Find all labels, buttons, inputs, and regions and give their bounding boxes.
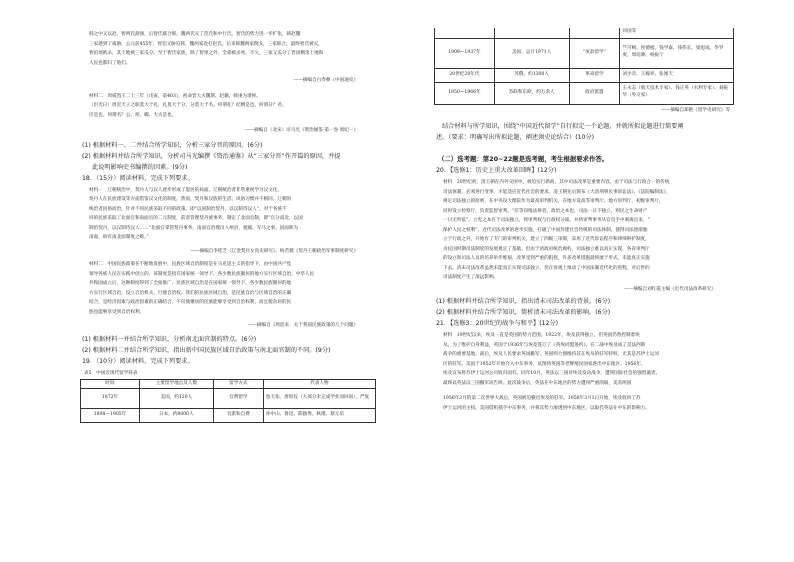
table-cell: 20世纪20年代: [435, 68, 495, 82]
text-line: 埃及宣布将苏伊士运河公司收归国有。同年10月，英法以三国对埃及发动战争，遭到国际社会的强烈谴责，: [443, 371, 661, 376]
right-column: [434, 0, 734, 562]
question-19-heading: 19．（10分）阅读材料，完成下列要求。: [82, 357, 194, 365]
table-cell: 王永志（航天技术专家）、钱正英（水利专家）、刘振华（外交家）: [620, 82, 734, 104]
question-17-2: (2) 根据材料并结合所学知识，分析司马光编撰《资治通鉴》从“三家分晋”作开篇的原因，并提: [82, 152, 341, 160]
material-21: [434, 331, 734, 388]
text-line: 为民国时期司法制度的发展奠定了基础。但由于清政府统治腐朽，司法独立难以真正实现，各省审判厅: [443, 246, 650, 252]
text-line: 领导各族人民在实践中创立的。该制度是指在国家统一领导下，各少数民族聚居的地方实行区域自治。中华人民: [89, 271, 315, 277]
table-cell: [435, 28, 495, 38]
table-source-citation: ——摘编自郑艳《留学史研究》等: [661, 107, 730, 113]
question-18-1: (1) 根据材料一并结合所学知识，分析南北面官制的特点。(6分): [82, 335, 257, 343]
text-line: 智伯瑶被杀，其土地被三家瓜分。至于智氏家族，除了智果之外，全部被杀死。不久，三家又瓜分了晋国剩余土地和: [89, 51, 324, 56]
question-18-parts: [80, 334, 376, 356]
table-cell: 官费留学: [213, 389, 263, 409]
text-line: 方实行区域自治，设立自治机关，行使自治权。我们的民族区域自治，是民族自治与区域自治的正确: [89, 290, 292, 296]
material-20: [434, 178, 734, 283]
text-line: 战争的重要基地。战后，埃及人民要求英国撤军，英国则力图维持其在埃及的驻军特权，尤其是苏伊士运河: [443, 352, 659, 357]
source-citation-4: ——摘编自《周恩来：关于我国民族政策的几个问题》: [247, 323, 358, 328]
text-line: 及。为了维护自身利益，英国于1936年与埃及签订了《英埃同盟条约》。在二战中埃及成了反法西斯: [443, 342, 646, 348]
source-citation-20: ——摘编自刘红霞主编《近代司法改革研究》: [624, 286, 716, 292]
text-line: 人民也都归了他们。: [89, 60, 131, 66]
question-18-2: (2) 根据材料二并结合所学知识，指出新中国民族区域自治政策与南北面官制的不同。(9分): [82, 346, 331, 354]
text-line: 契丹人在民族建设等方面借鉴汉文化的制度。然而，契丹和汉族的生活、风俗习惯并不相同。辽朝的: [89, 197, 292, 202]
table-cell: 回国等: [620, 28, 734, 38]
question-20-2: (2) 根据材料并结合所学知识，简析清末司法改革的影响。(6分): [436, 309, 611, 316]
source-citation-2: ——摘编自（北宋）司马光《资治通鉴·第一卷·周纪一》: [244, 128, 358, 133]
text-line: 司法体制，必须进行变革，才能适应近代社会的要求。清王朝先后颁布《大清刑事民事诉讼法》、《法院编制法》，: [443, 189, 671, 195]
text-line: 保护人民之权利”。近代司法改革的逐步实施，打破了中国封建社会传统的司法体制，使得司法逐渐独: [443, 227, 648, 233]
table-cell: 苏俄，约1300人: [494, 68, 569, 82]
question-19-line: 结合材料与所学知识，围绕“中国近代留学”自行拟定一个论题，并就所拟论题进行简要阐: [442, 123, 684, 130]
text-line: 下去。清末司法改革虽然未能真正实现司法独立，但在客观上推动了中国法制近代化的进程，对后世的: [443, 265, 650, 271]
question-20-heading: 20．【选修1：历史上重大改革回眸】(12分): [436, 167, 557, 174]
section-heading-elective: （二）选考题：第20~22题是选考题，考生根据要求作答。: [438, 155, 609, 163]
table-header-cell: 留学方式: [213, 379, 263, 389]
material-18-two: [80, 260, 376, 317]
text-line: 制治契丹，以汉制待汉人……”北面官掌管契丹事务，南面官治理汉人州县，租赋、军马之事。因而称为: [89, 225, 299, 231]
table-header-cell: 时间: [81, 379, 140, 389]
text-line: 结合，是经济因素与政治因素的正确结合，不仅使聚居的民族能够享受到自治权利，而且使杂居的民: [89, 300, 292, 305]
text-line: 司法制度产生了深远影响。: [443, 275, 499, 280]
table-header-row: [81, 379, 376, 389]
question-20-1: (1) 根据材料并结合所学知识，指出清末司法改革的背景。(6分): [436, 298, 611, 305]
table-row: [435, 38, 734, 68]
study-abroad-table-part2: [434, 28, 734, 105]
table-row: [435, 68, 734, 82]
table-cell: 革命留学: [569, 68, 620, 82]
table-caption: 表5 中国近现代留学简表: [84, 370, 138, 376]
table-row-continued: [435, 28, 734, 38]
text-line: 统治者因俗而治，针对不同民族采取不同的政策。即“以国制治契丹，以汉制待汉人”，对于各族不: [89, 206, 287, 212]
table-cell: 刘少奇、王稼祥、张闻天: [620, 68, 734, 82]
text-line: 区的驻军。美国于1952年开始介入中东事务，试图将英国等老牌殖民国家逐出中东地区。1956年，: [443, 361, 646, 367]
text-line: 材料二 周威烈王二十三年（戊寅，前403），初命晋大夫魏斯、赵籍、韩虔为诸侯。: [89, 93, 261, 99]
material-continued: [80, 30, 376, 68]
question-17-1: (1) 根据材料一、二并结合所学知识，分析三家分晋的原因。(6分): [82, 141, 263, 149]
table-cell: 官派和自费: [213, 409, 263, 423]
text-line: 最终以英法以三国撤军而告终。此次战争后，英法在中东地区的势力遭到严重削弱，美苏两国: [443, 380, 632, 386]
table-cell: 竺可桢、侯德榜、钱学森、钱伟长、梁思成、华罗庚、周培源、杨振宁: [620, 38, 734, 68]
question-17-2-cont: 此说明影响史书编撰的因素。(9分): [92, 163, 188, 171]
table-cell: 1909—1937年: [435, 38, 495, 68]
table-row: [81, 409, 376, 423]
source-citation-1: ——摘编自白寿彝《中国通史》: [293, 78, 358, 83]
table-cell: 日本，约8000人: [140, 409, 214, 423]
table-cell: 1950—1966年: [435, 82, 495, 104]
text-line: 共和国成立后，这种制度得到了全面推广。民族区域自治是在国家统一领导下，各少数民族聚居的地: [89, 281, 292, 286]
material-two: [80, 92, 376, 121]
question-18-heading: 18．（15分）阅读材料，完成下列要求。: [82, 174, 194, 182]
study-abroad-table-part1: [80, 379, 376, 424]
table-cell: 詹天佑、唐绍仪（大部分未完成学业而回国）、严复: [263, 389, 375, 409]
text-line: 南面，故有南北面制度之称。”: [89, 235, 149, 240]
table-row: [435, 82, 734, 104]
text-line: 材料二 中国民族政策在不断地发展中，民族区域自治制度是在马克思主义的指导下，由中国共产党: [89, 262, 292, 267]
table-cell: 苏联和东欧，约万余人: [494, 82, 569, 104]
table-cell: 美国，总计1971人: [494, 38, 569, 68]
table-cell: 1872年: [81, 389, 140, 409]
table-cell: 美国，约120人: [140, 389, 214, 409]
table-row: [81, 389, 376, 409]
text-line: 同的民族采取了北面官和南面官的二元制度，前者管理契丹族事务，制定了北面官制，即“官分南北，以国: [89, 216, 303, 221]
text-line: 韩之中又以赵、智两氏最强，后智氏联合韩、魏两氏灭了范氏和中行氏，智氏的势力进一步扩张，韩赵魏: [89, 32, 301, 37]
table-cell: “庚款留学”: [569, 38, 620, 68]
source-citation-3: ——摘编自李桂芝《辽金契丹女真史研究》、杨若薇《契丹王朝政治军事制度研究》: [190, 248, 358, 254]
table-cell: [569, 28, 620, 38]
question-19-line: 述。（要求：明确写出所拟论题，阐述须史论结合）(10分): [436, 134, 595, 141]
text-line: （臣光曰）周室天子之职莫大于礼，礼莫大于分，分莫大于名。何谓礼？纪纲是也。何谓分？君、: [89, 103, 287, 108]
text-line: 材料 19世纪以来，埃及一直是英国的势力范围。1922年，埃及获得独立，但英国仍然控制着埃: [443, 333, 640, 338]
material-18-one: [80, 186, 376, 243]
text-line: 规定司法独立的原则，在中央设大理院作为最高审判机关，在地方设高等审判厅、地方审判厅、初级审判厅，: [443, 199, 664, 204]
text-line: 1956年2月的第二次世界大战后，英国被迫撤出埃及的驻军。1956年3月1日开始，埃及收回了苏: [443, 396, 641, 401]
table-cell: 孙中山、鲁迅、陈独秀、秋瑾、蔡元培: [263, 409, 375, 423]
text-line: 三家感到了威胁，公元前455年，智伯又胁迫韩、魏两家攻打赵氏。后来韩魏两家倒戈，三家联合，最终智氏被灭，: [89, 41, 323, 47]
text-line: 伊士运河的主权。美国借机插手中东事务，并将其势力渗透到中东地区，以取代英法在中东的影响力。: [443, 405, 650, 411]
question-21-heading: 21．【选修3：20世纪的战争与和平】(12分): [436, 320, 559, 327]
question-17-parts: [80, 140, 376, 173]
text-line: 臣是也。何谓名？公、侯、卿、大夫是也。: [89, 112, 177, 118]
text-line: 立于行政之外，开始有了专门的审判机关，建立了四级三审制，采用了近代诉讼程序和律师辩护制度，: [443, 237, 650, 242]
text-line: 材料一 辽朝统治中，契丹人与汉人逐步形成了混居的局面。辽朝统治者非常重视学习汉文化，: [89, 187, 282, 193]
text-line: 材料 20世纪初，清王朝在内外交困中，被迫实行新政，其中司法改革是重要内容。由于司法与行政合一的传统: [443, 180, 670, 185]
table-cell: [494, 28, 569, 38]
text-line: 一日无所依”。立宪之本在于司法独立，将审判权与行政权分离，并将审判事务从官员手中剥离出来，“: [443, 218, 650, 223]
question-19-prompt: [434, 121, 734, 143]
text-line: 族也能够享受到自治权利。: [89, 309, 145, 315]
table-cell: 1898—1905年: [81, 409, 140, 423]
text-line: 的设立和司法人员的培养举步维艰，改革受到严重的阻挠，许多改革措施最终流于形式，未能真正实施: [443, 256, 650, 261]
text-line: 同时设立检察厅，负责监督审判。“臣等窃维法律者，政治之本也，司法一日不独立，则民之生命财产: [443, 208, 648, 214]
table-cell: 政府派遣: [569, 82, 620, 104]
question-20-parts: [434, 296, 734, 318]
material-21-continued: [434, 394, 734, 413]
table-header-cell: 代表人物: [263, 379, 375, 389]
left-column: [80, 0, 376, 562]
table-header-cell: 主要留学地点及人数: [140, 379, 214, 389]
